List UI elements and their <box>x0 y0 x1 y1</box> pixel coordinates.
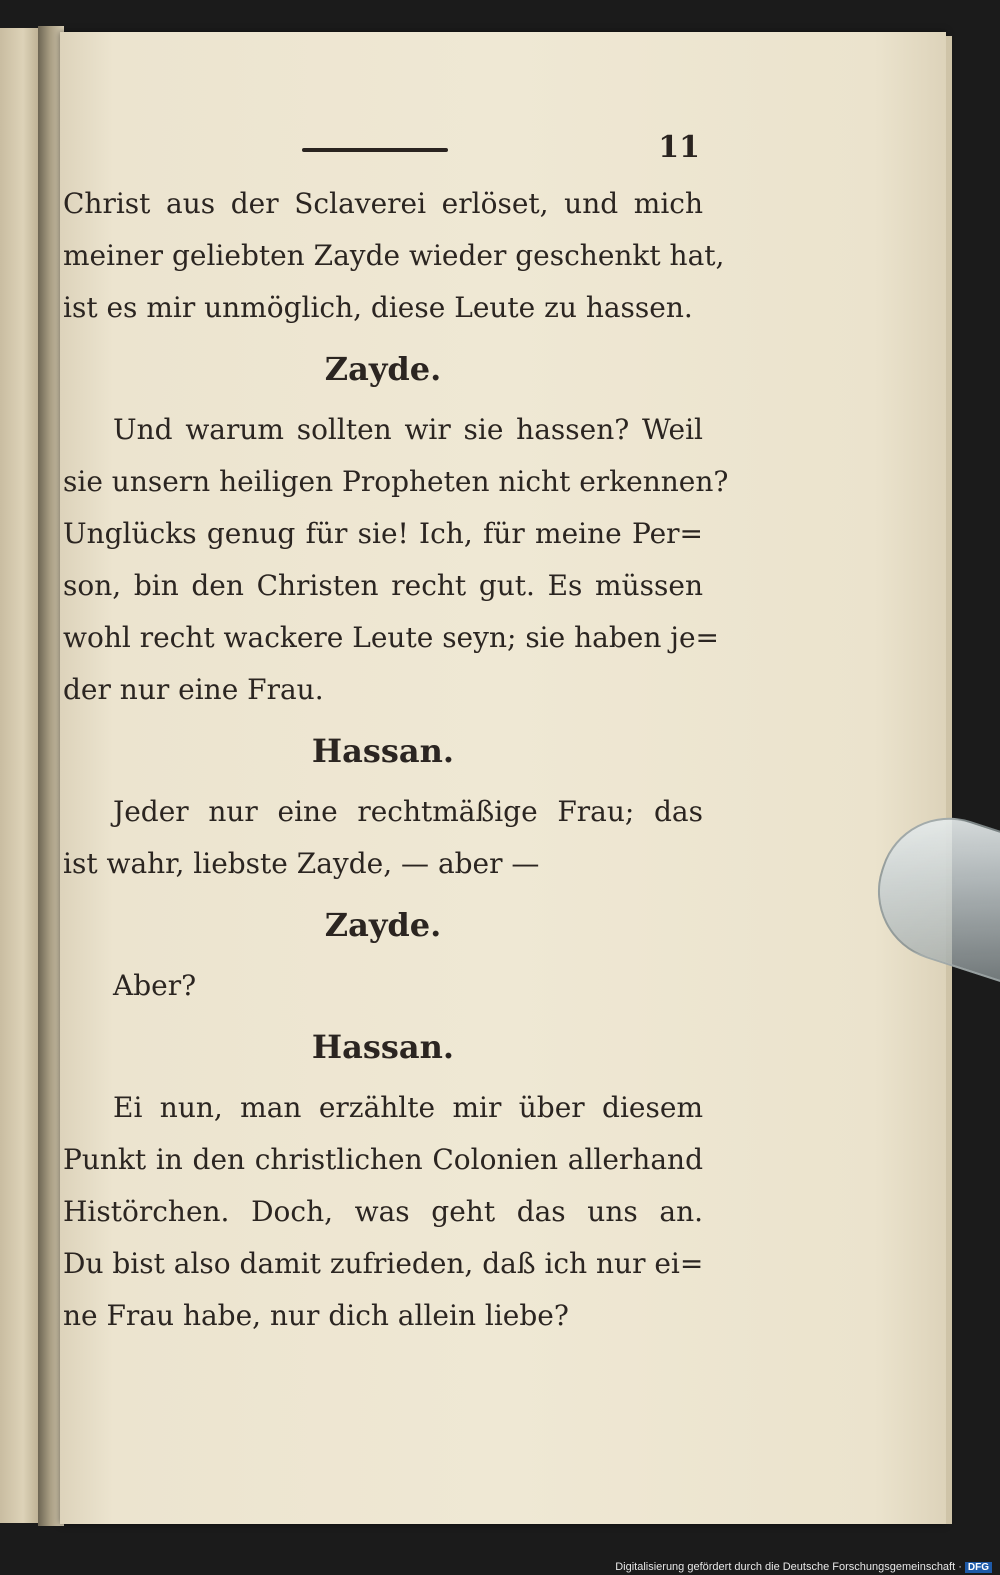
header-rule <box>302 148 448 152</box>
text-line: sie unsern heiligen Propheten nicht erkennen? <box>63 465 729 498</box>
dfg-logo: DFG <box>965 1562 992 1573</box>
text-line: Ei nun, man erzählte mir über diesem <box>113 1091 703 1124</box>
text-line: Unglücks genug für sie! Ich, für meine Per= <box>63 517 703 550</box>
facing-page-edge <box>0 28 42 1523</box>
text-line: ist wahr, liebste Zayde, — aber — <box>63 847 540 880</box>
text-line: Christ aus der Sclaverei erlöset, und mich <box>63 187 703 220</box>
text-line: Und warum sollten wir sie hassen? Weil <box>113 413 703 446</box>
text-line: Du bist also damit zufrieden, daß ich nur ei= <box>63 1247 704 1280</box>
page-text <box>63 178 729 1342</box>
text-line: Aber? <box>113 969 197 1002</box>
page-number: 11 <box>658 130 700 165</box>
text-line: meiner geliebten Zayde wieder geschenkt hat, <box>63 239 725 272</box>
text-line: Punkt in den christlichen Colonien allerhand <box>63 1143 703 1176</box>
text-line: ne Frau habe, nur dich allein liebe? <box>63 1299 569 1332</box>
text-line: Jeder nur eine rechtmäßige Frau; das <box>113 795 703 828</box>
speaker-name: Zayde. <box>324 906 442 944</box>
credit-text: Digitalisierung gefördert durch die Deutsche Forschungsgemeinschaft · <box>615 1561 962 1573</box>
text-line: wohl recht wackere Leute seyn; sie haben je= <box>63 621 719 654</box>
text-line: ist es mir unmöglich, diese Leute zu hassen. <box>63 291 693 324</box>
text-line: der nur eine Frau. <box>63 673 324 706</box>
digitization-credit <box>615 1561 992 1573</box>
speaker-name: Zayde. <box>324 350 442 388</box>
speaker-name: Hassan. <box>311 732 455 770</box>
speaker-name: Hassan. <box>311 1028 455 1066</box>
page-fore-edge <box>946 36 952 1524</box>
text-line: son, bin den Christen recht gut. Es müssen <box>63 569 703 602</box>
text-line: Histörchen. Doch, was geht das uns an. <box>63 1195 703 1228</box>
